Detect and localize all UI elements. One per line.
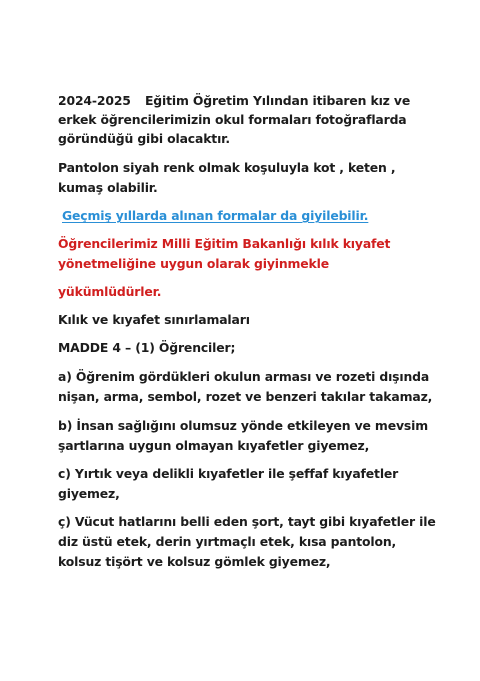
rule-c-cedilla-line-2: diz üstü etek, derin yırtmaçlı etek, kısa pantolon, — [58, 534, 397, 549]
rule-c-line-2: giyemez, — [58, 486, 120, 501]
regulation-notice-line-1: Öğrencilerimiz Milli Eğitim Bakanlığı kılık kıyafet — [58, 236, 391, 251]
pants-line-2: kumaş olabilir. — [58, 180, 158, 195]
intro-line-1 — [58, 93, 410, 109]
rule-c-line-1: c) Yırtık veya delikli kıyafetler ile şeffaf kıyafetler — [58, 466, 399, 481]
intro-line-3: göründüğü gibi olacaktır. — [58, 131, 230, 146]
regulation-notice-line-2: yönetmeliğine uygun olarak giyinmekle — [58, 256, 329, 271]
rule-c-cedilla-line-3: kolsuz tişört ve kolsuz gömlek giyemez, — [58, 554, 331, 569]
rule-a-line-2: nişan, arma, sembol, rozet ve benzeri takılar takamaz, — [58, 389, 433, 404]
regulation-notice-line-3: yükümlüdürler. — [58, 284, 162, 299]
intro-line-1-text: Eğitim Öğretim Yılından itibaren kız ve — [144, 93, 411, 108]
rule-a-line-1: a) Öğrenim gördükleri okulun arması ve rozeti dışında — [58, 369, 430, 384]
section-heading: Kılık ve kıyafet sınırlamaları — [58, 312, 250, 327]
pants-line-1: Pantolon siyah renk olmak koşuluyla kot , keten , — [58, 160, 396, 175]
rule-b-line-2: şartlarına uygun olmayan kıyafetler giyemez, — [58, 438, 370, 453]
intro-line-2: erkek öğrencilerimizin okul formaları fotoğraflarda — [58, 112, 407, 127]
rule-c-cedilla-line-1: ç) Vücut hatlarını belli eden şort, tayt gibi kıyafetler ile — [58, 514, 436, 529]
article-heading: MADDE 4 – (1) Öğrenciler; — [58, 340, 236, 355]
rule-b-line-1: b) İnsan sağlığını olumsuz yönde etkileyen ve mevsim — [58, 418, 428, 433]
past-uniforms-note: Geçmiş yıllarda alınan formalar da giyilebilir. — [62, 208, 369, 223]
academic-year: 2024-2025 — [58, 93, 131, 108]
